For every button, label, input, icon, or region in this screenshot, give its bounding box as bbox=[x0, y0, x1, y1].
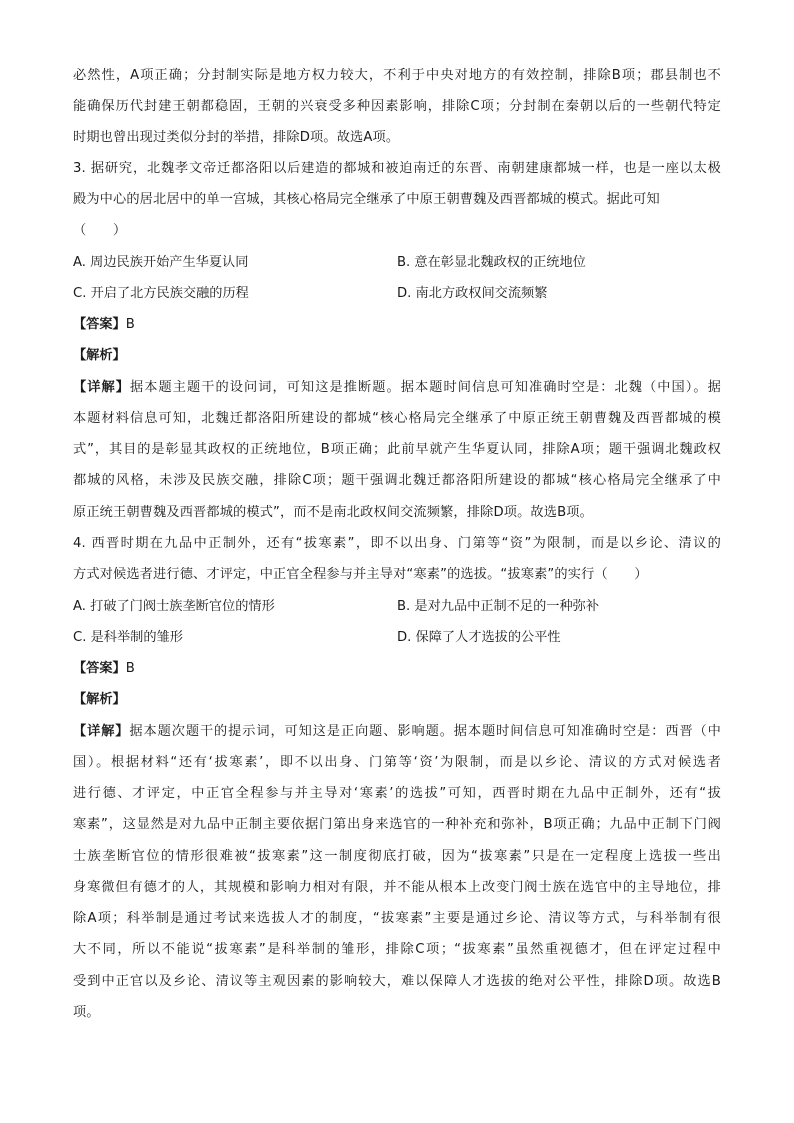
q3-answer bbox=[73, 315, 135, 335]
q3-detail-line bbox=[73, 378, 721, 398]
q3-stem-bracket: （ ） bbox=[73, 223, 127, 238]
detail-text: 据本题主题干的设问词，可知这是推断题。据本题时间信息可知准确时空是：北魏（中国）。据 bbox=[130, 380, 721, 395]
q4-stem-line: 4. 西晋时期在九品中正制外，还有“拔寒素”，即不以出身、门第等“资”为限制，而是以乡论、清议的 bbox=[73, 536, 721, 551]
prev-explanation-line: 时期也曾出现过类似分封的举措，排除D项。故选A项。 bbox=[73, 130, 400, 145]
answer-label: 【答案】 bbox=[73, 661, 126, 676]
prev-explanation-line: 必然性，A项正确；分封制实际是地方权力较大，不利于中央对地方的有效控制，排除B项；郡县制也不 bbox=[73, 68, 721, 83]
q4-option-c: C. 是科举制的雏形 bbox=[73, 630, 183, 645]
q3-option-a: A. 周边民族开始产生华夏认同 bbox=[73, 255, 249, 270]
q4-detail-line: 士族垄断官位的情形很难被“拔寒素”这一制度彻底打破，因为“拔寒素”只是在一定程度上选拔一些出 bbox=[73, 849, 721, 864]
detail-text: 据本题次题干的提示词，可知这是正向题、影响题。据本题时间信息可知准确时空是：西晋（中 bbox=[129, 724, 721, 739]
q3-detail-line: 原正统王朝曹魏及西晋都城的模式”，而不是南北政权间交流频繁，排除D项。故选B项。 bbox=[73, 505, 593, 520]
q3-detail-line: 都城的风格，未涉及民族交融，排除C项；题干强调北魏迁都洛阳所建设的都城“核心格局完全继承了中 bbox=[73, 473, 721, 488]
q3-detail-line: 式”，其目的是彰显其政权的正统地位，B项正确；此前早就产生华夏认同，排除A项；题干强调北魏政权 bbox=[73, 442, 721, 457]
q4-detail-line: 进行德、才评定，中正官全程参与并主导对‘寒素’的选拔”可知，西晋时期在九品中正制外，还有“拔 bbox=[73, 786, 721, 801]
q4-detail-line: 国）。根据材料“还有‘拔寒素’，即不以出身、门第等‘资’为限制，而是以乡论、清议的方式对候选者 bbox=[73, 755, 721, 770]
q4-detail-line bbox=[73, 722, 721, 742]
q4-detail-line: 受到中正官以及乡论、清议等主观因素的影响较大，难以保障人才选拔的绝对公平性，排除D项。故选B bbox=[73, 974, 721, 989]
q3-option-d: D. 南北方政权间交流频繁 bbox=[397, 286, 548, 301]
q3-analysis-label: 【解析】 bbox=[73, 348, 126, 363]
q3-option-b: B. 意在彰显北魏政权的正统地位 bbox=[397, 255, 586, 270]
q4-detail-line: 除A项；科举制是通过考试来选拔人才的制度，“拔寒素”主要是通过乡论、清议等方式，与科举制有很 bbox=[73, 911, 721, 926]
q3-option-c: C. 开启了北方民族交融的历程 bbox=[73, 286, 249, 301]
q4-option-b: B. 是对九品中正制不足的一种弥补 bbox=[397, 599, 600, 614]
q3-detail-line: 本题材料信息可知，北魏迁都洛阳所建设的都城“核心格局完全继承了中原正统王朝曹魏及西晋都城的模 bbox=[73, 411, 721, 426]
q4-analysis-label: 【解析】 bbox=[73, 692, 126, 707]
q4-answer bbox=[73, 659, 135, 679]
q3-stem-line: 殿为中心的居北居中的单一宫城，其核心格局完全继承了中原王朝曹魏及西晋都城的模式。据此可知 bbox=[73, 192, 660, 207]
q4-detail-line: 项。 bbox=[73, 1005, 100, 1020]
q4-detail-line: 大不同，所以不能说“拔寒素”是科举制的雏形，排除C项；“拔寒素”虽然重视德才，但在评定过程中 bbox=[73, 942, 721, 957]
answer-value: B bbox=[125, 661, 135, 676]
answer-value: B bbox=[125, 317, 135, 332]
answer-label: 【答案】 bbox=[73, 317, 126, 332]
prev-explanation-line: 能确保历代封建王朝都稳固，王朝的兴衰受多种因素影响，排除C项；分封制在秦朝以后的一些朝代特定 bbox=[73, 99, 721, 114]
detail-label: 【详解】 bbox=[73, 380, 130, 395]
q4-option-a: A. 打破了门阀士族垄断官位的情形 bbox=[73, 599, 275, 614]
q4-stem-line: 方式对候选者进行德、才评定，中正官全程参与并主导对“寒素”的选拔。“拔寒素”的实行（ ） bbox=[73, 567, 648, 582]
q3-stem-line: 3. 据研究，北魏孝文帝迁都洛阳以后建造的都城和被迫南迁的东晋、南朝建康都城一样，也是一座以太极 bbox=[73, 161, 721, 176]
q4-option-d: D. 保障了人才选拔的公平性 bbox=[397, 630, 561, 645]
detail-label: 【详解】 bbox=[73, 724, 130, 739]
q4-detail-line: 寒素”，这显然是对九品中正制主要依据门第出身来选官的一种补充和弥补，B项正确；九品中正制下门阀 bbox=[73, 817, 721, 832]
q4-detail-line: 身寒微但有德才的人，其规模和影响力相对有限，并不能从根本上改变门阀士族在选官中的主导地位，排 bbox=[73, 880, 721, 895]
